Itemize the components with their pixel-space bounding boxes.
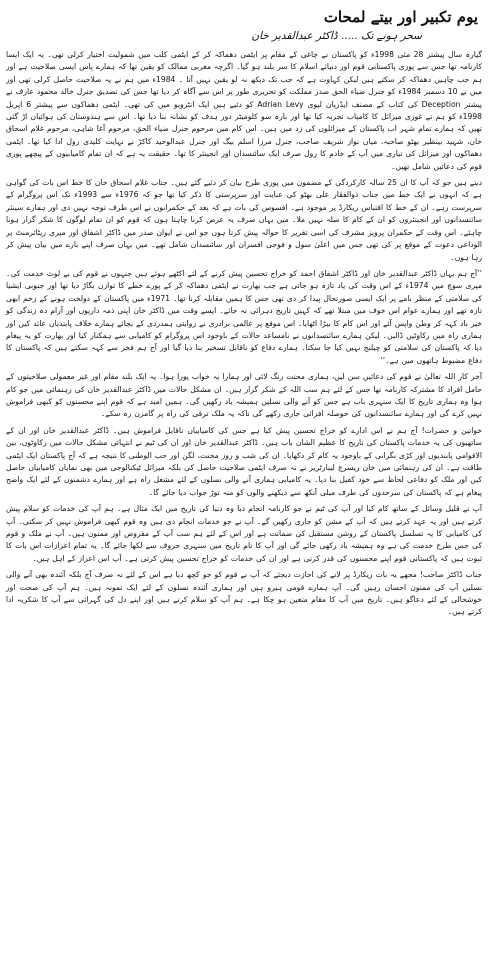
article-paragraph: گیارہ سال پیشتر 28 مئی 1998ء کو پاکستان نے چاغی کے مقام پر ایٹمی دھماکہ کر کے ایٹمی کلب میں شمولیت اختیار کرلی تھی۔ یہ ایک ایسا کارنامہ تھا جس سے پوری پاکستانی قوم اور دنیائے اسلام کا سر بلند ہو گیا۔ اگرچہ مغربی ممالک کو یقین تھا کہ ہمارے پاس ایسی صلاحیت ہے اور ہم جب چاہیں دھماکہ کر سکتے ہیں لیکن کہاوت ہے کہ جب تک دیکھ نہ لو یقین نہیں آتا ۔ 1984ء میں ہم نے یہ صلاحیت حاصل کرلی تھی اور میں نے 10 دسمبر 1984ء کو جنرل ضیاء الحق صدر مملکت کو تحریری طور پر اس سے آگاہ کر دیا تھا جس کی تصدیق جنرل خالد محمود عارف نے پیشتر Deception کی کتاب کے مصنف ایڈریان لیوی Adrian Levy کو دئیے ہیں ایک انٹرویو میں کی تھی۔ ایٹمی دھماکوں سے پیشتر 6 اپریل 1998ء کو ہم نے غوری میزائل کا کامیاب تجربہ کیا تھا اور بارہ سو کلومیٹر دور ہدف کو نشانہ بنا دیا تھا۔ اس سے ہندوستان کی ہوائیاں اڑ گئی تھیں کہ ہمارے تمام شہر اب پاکستان کے میزائلوں کی زد میں ہیں۔ اس کام میں مرحوم جنرل ضیاء الحق، مرحوم آغا شاہی، مرحوم غلام اسحاق خان، شہید بینظیر بھٹو صاحبہ، میاں نواز شریف صاحب، جنرل مرزا اسلم بیگ اور جنرل عبدالوحید کاکڑ نے نہایت کلیدی رول ادا کیا تھا۔ ایٹمی دھماکوں اور میزائل کی تیاری میں آپ کے خادم کا رول صرف ایک سائنسدان اور انجینئر کا تھا۔ حقیقت یہ ہے کہ ان تمام کامیابیوں کے پیچھے پوری قوم کی دعائیں شامل تھیں۔ [6,50,483,171]
article-paragraph: آپ نے قلیل وسائل کے ساتھ کام کیا اور آپ کی ٹیم نے جو کارنامہ انجام دیا وہ دنیا کی تاریخ میں ایک مثال ہے۔ ہم آپ کی خدمات کو سلام پیش کرتے ہیں اور یہ عہد کرتے ہیں کہ آپ کے مشن کو جاری رکھیں گے۔ آپ نے جو خدمات انجام دی ہیں وہ قوم کبھی فراموش نہیں کر سکتی۔ آپ کی کامیابی کا یہ تسلسل پاکستان کے روشن مستقبل کی ضمانت ہے اور اس کے لئے ہم سب آپ کے مقروض اور ممنون ہیں۔ آپ نے ملک و قوم کی جس طرح خدمت کی ہے وہ ہمیشہ یاد رکھی جائے گی اور آپ کا نام تاریخ میں سنہری حروف سے لکھا جائے گا۔ یہ تمام اعزازات اس بات کا ثبوت ہیں کہ پاکستانی قوم اپنے محسنوں کی قدر کرتی ہے اور ان کی خدمات کو خراج تحسین پیش کرتی ہے۔ آپ اس اعزاز کے اہل ہیں۔ [6,504,482,563]
article-paragraph: دیتے ہیں جو کہ آپ کا ان 25 سالہ کارکردگی کے مضمون میں پوری طرح بیان کر دئیے گئے ہیں۔ جناب غلام اسحاق خان کا خط اس بات کی گواہی ہے کہ انہوں نے ایک خط میں جناب ذوالفقار علی بھٹو کی عنایت اور سرپرستی کا ذکر کیا تھا جو کہ 1976ء سے 1993ء تک اس پروگرام کے سرپرست رہے۔ ان کے خط کا اقتباس ریکارڈ پر موجود ہے۔ افسوس کی بات ہے کہ بعد کے حکمرانوں نے اس طرف توجہ نہیں دی اور ہمارے سینئر سائنسدانوں اور انجینئروں کو ان کے کام کا صلہ نہیں ملا۔ میں یہاں صرف یہ عرض کرنا چاہتا ہوں کہ قوم کو ان تمام لوگوں کا شکر گزار ہونا چاہئے۔ اس وقت کے حکمران پرویز مشرف کی اسی تقریر کا حوالہ پیش کرتا ہوں جو اس نے ایوان صدر میں ڈاکٹر اشفاق اور میری ریٹائرمنٹ پر الوداعی دعوت کے موقع پر کی تھی جس میں اعلیٰ سول و فوجی افسران اور سائنسدان شامل تھے۔ میں یہاں صرف اپنے بارے میں بیان پیش کر رہا ہوں۔ [6,178,482,262]
article-paragraph: ’’آج ہم یہاں ڈاکٹر عبدالقدیر خان اور ڈاکٹر اشفاق احمد کو خراج تحسین پیش کرنے کے لئے اکٹھے ہوئے ہیں جنہوں نے قوم کی بے لوث خدمت کی۔ میری سوچ میں 1974ء کے اس وقت کی یاد تازہ ہو جاتی ہے جب بھارت نے ایٹمی دھماکہ کر کے پورے خطے کا توازن بگاڑ دیا تھا اور جنوبی ایشیا کی سلامتی کے منظر نامے پر ایک ایسی صورتحال پیدا کر دی تھی جس کا ہمیں مقابلہ کرنا تھا۔ 1971ء میں پاکستان کے دولخت ہونے کے زخم ابھی تازہ تھے اور ہمارے عوام اس خوف میں مبتلا تھے کہ کہیں تاریخ دہرائی نہ جائے۔ ایسے وقت میں ڈاکٹر خان اپنی ذمہ داریوں اور آرام دہ زندگی کو خیر باد کہہ کر وطن واپس آئے اور اس کام کا بیڑا اٹھایا۔ اس موقع پر عالمی برادری نے روایتی ہمدردی کے بجائے ہمارے خلاف پابندیاں عائد کیں اور ہماری راہ میں رکاوٹیں ڈالیں۔ لیکن ہمارے سائنسدانوں نے نامساعد حالات کے باوجود اس پروگرام کو کامیابی سے ہمکنار کیا اور بھارت کو یہ پیغام دیا کہ پاکستان کی سلامتی کو چیلنج نہیں کیا جا سکتا۔ ہمارے دفاع کو ناقابل تسخیر بنا دیا گیا اور آج ہم فخر سے کہہ سکتے ہیں کہ پاکستان کا دفاع مضبوط ہاتھوں میں ہے۔‘‘ [6,268,483,365]
article-paragraph: خواتین و حضرات! آج ہم نے اس ادارے کو خراج تحسین پیش کیا ہے جس کی کامیابیاں ناقابل فراموش ہیں۔ ڈاکٹر عبدالقدیر خان اور ان کے ساتھیوں کی یہ خدمات پاکستان کی تاریخ کا عظیم الشان باب ہیں۔ ڈاکٹر عبدالقدیر خان اور ان کی ٹیم نے انتہائی مشکل حالات میں رکاوٹوں، بین الاقوامی پابندیوں اور کڑی نگرانی کے باوجود یہ کام کر دکھایا۔ ان کی شب و روز محنت، لگن اور حب الوطنی کا نتیجہ ہے کہ آج پاکستان ایک ایٹمی طاقت ہے۔ ان کی رہنمائی میں خان ریسرچ لیبارٹریز نے نہ صرف ایٹمی صلاحیت حاصل کی بلکہ میزائل ٹیکنالوجی میں بھی نمایاں کامیابیاں حاصل کیں اور ملک کو دفاعی لحاظ سے خود کفیل بنا دیا۔ یہ کامیابی ہماری آنے والی نسلوں کے لئے مشعل راہ ہے اور ہمارے دشمنوں کے لئے ایک واضح پیغام ہے کہ پاکستان کی سرحدوں کی طرف میلی آنکھ سے دیکھنے والوں کو منہ توڑ جواب دیا جائے گا۔ [6,425,482,497]
article-byline: سحر ہونے تک ..... ڈاکٹر عبدالقدیر خان [251,30,422,42]
article-paragraph: آخر کار اللہ تعالیٰ نے قوم کی دعائیں سن لیں، ہماری محنت رنگ لائی اور ہمارا یہ خواب پورا ہوا۔ یہ ایک بلند مقام اور غیر معمولی صلاحیتوں کے حامل افراد کا مشترکہ کارنامہ تھا جس کے لئے ہم سب اللہ کے شکر گزار ہیں۔ ان مشکل حالات میں ڈاکٹر عبدالقدیر خان کی رہنمائی میں جو کام ہوا وہ ہماری تاریخ کا ایک سنہری باب ہے جس کو آنے والی نسلیں ہمیشہ یاد رکھیں گی۔ ہمیں امید ہے کہ قوم اپنے محسنوں کو کبھی فراموش نہیں کرے گی اور ہمارے سائنسدانوں کی حوصلہ افزائی جاری رکھے گی تاکہ یہ ملک ترقی کی راہ پر گامزن رہ سکے۔ [6,372,482,419]
article-title: یوم تکبیر اور بیتے لمحات [323,8,478,26]
article-paragraph: جناب ڈاکٹر صاحب! مجھے یہ بات ریکارڈ پر لانے کی اجازت دیجئے کہ آپ نے قوم کو جو کچھ دیا ہے اس کے لئے نہ صرف آج بلکہ آئندہ بھی آنے والی نسلیں آپ کی ممنون احسان رہیں گی۔ آپ ہمارے قومی ہیرو ہیں اور ہماری آئندہ نسلوں کے لئے ایک نمونہ ہیں۔ ہم آپ کی صحت اور خوشحالی کے لئے دعاگو ہیں۔ تاریخ میں آپ کا مقام متعین ہو چکا ہے۔ ہم آپ کو سلام کرتے ہیں اور اپنے دل کی گہرائی سے آپ کا شکریہ ادا کرتے ہیں۔ [6,570,482,617]
